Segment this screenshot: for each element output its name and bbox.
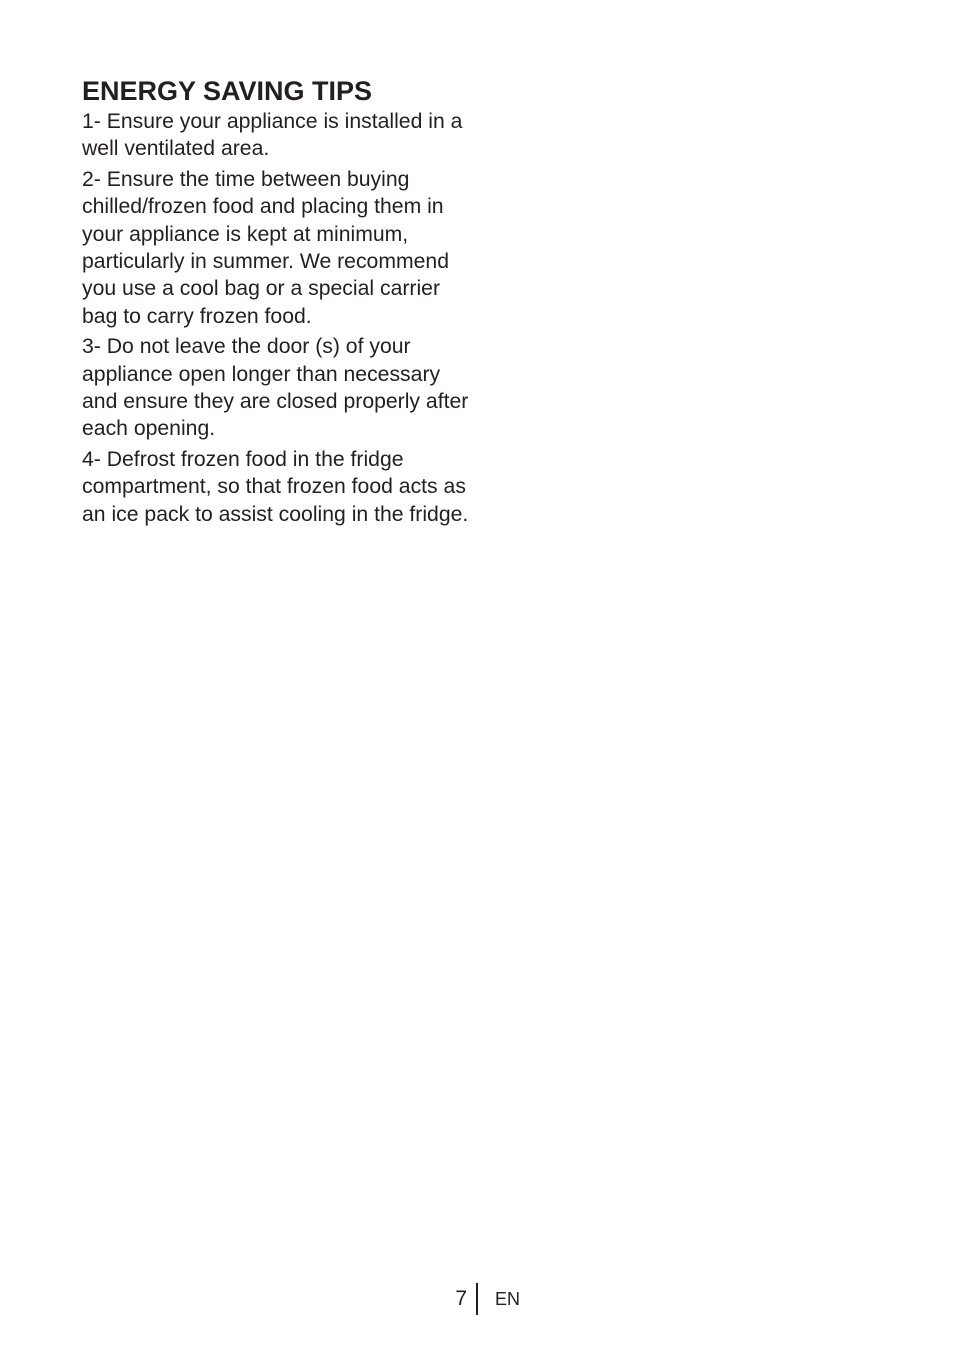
tip-item-3: 3- Do not leave the door (s) of your appliance open longer than necessary and ensure they are closed properly after each opening. [82,335,469,441]
tip-item-2: 2- Ensure the time between buying chilled/frozen food and placing them in your appliance is kept at minimum, particularly in summer. We recommend you use a cool bag or a special carrier bag to carry frozen food. [82,168,449,328]
energy-saving-tips-section [82,74,472,531]
footer-divider [476,1283,478,1315]
page-footer [0,1283,954,1315]
language-code: EN [495,1289,521,1309]
page-number: 7 [455,1287,467,1310]
section-heading: ENERGY SAVING TIPS [82,76,373,106]
tip-item-4: 4- Defrost frozen food in the fridge compartment, so that frozen food acts as an ice pack to assist cooling in the fridge. [82,448,469,526]
tip-item-1: 1- Ensure your appliance is installed in a well ventilated area. [82,110,463,161]
